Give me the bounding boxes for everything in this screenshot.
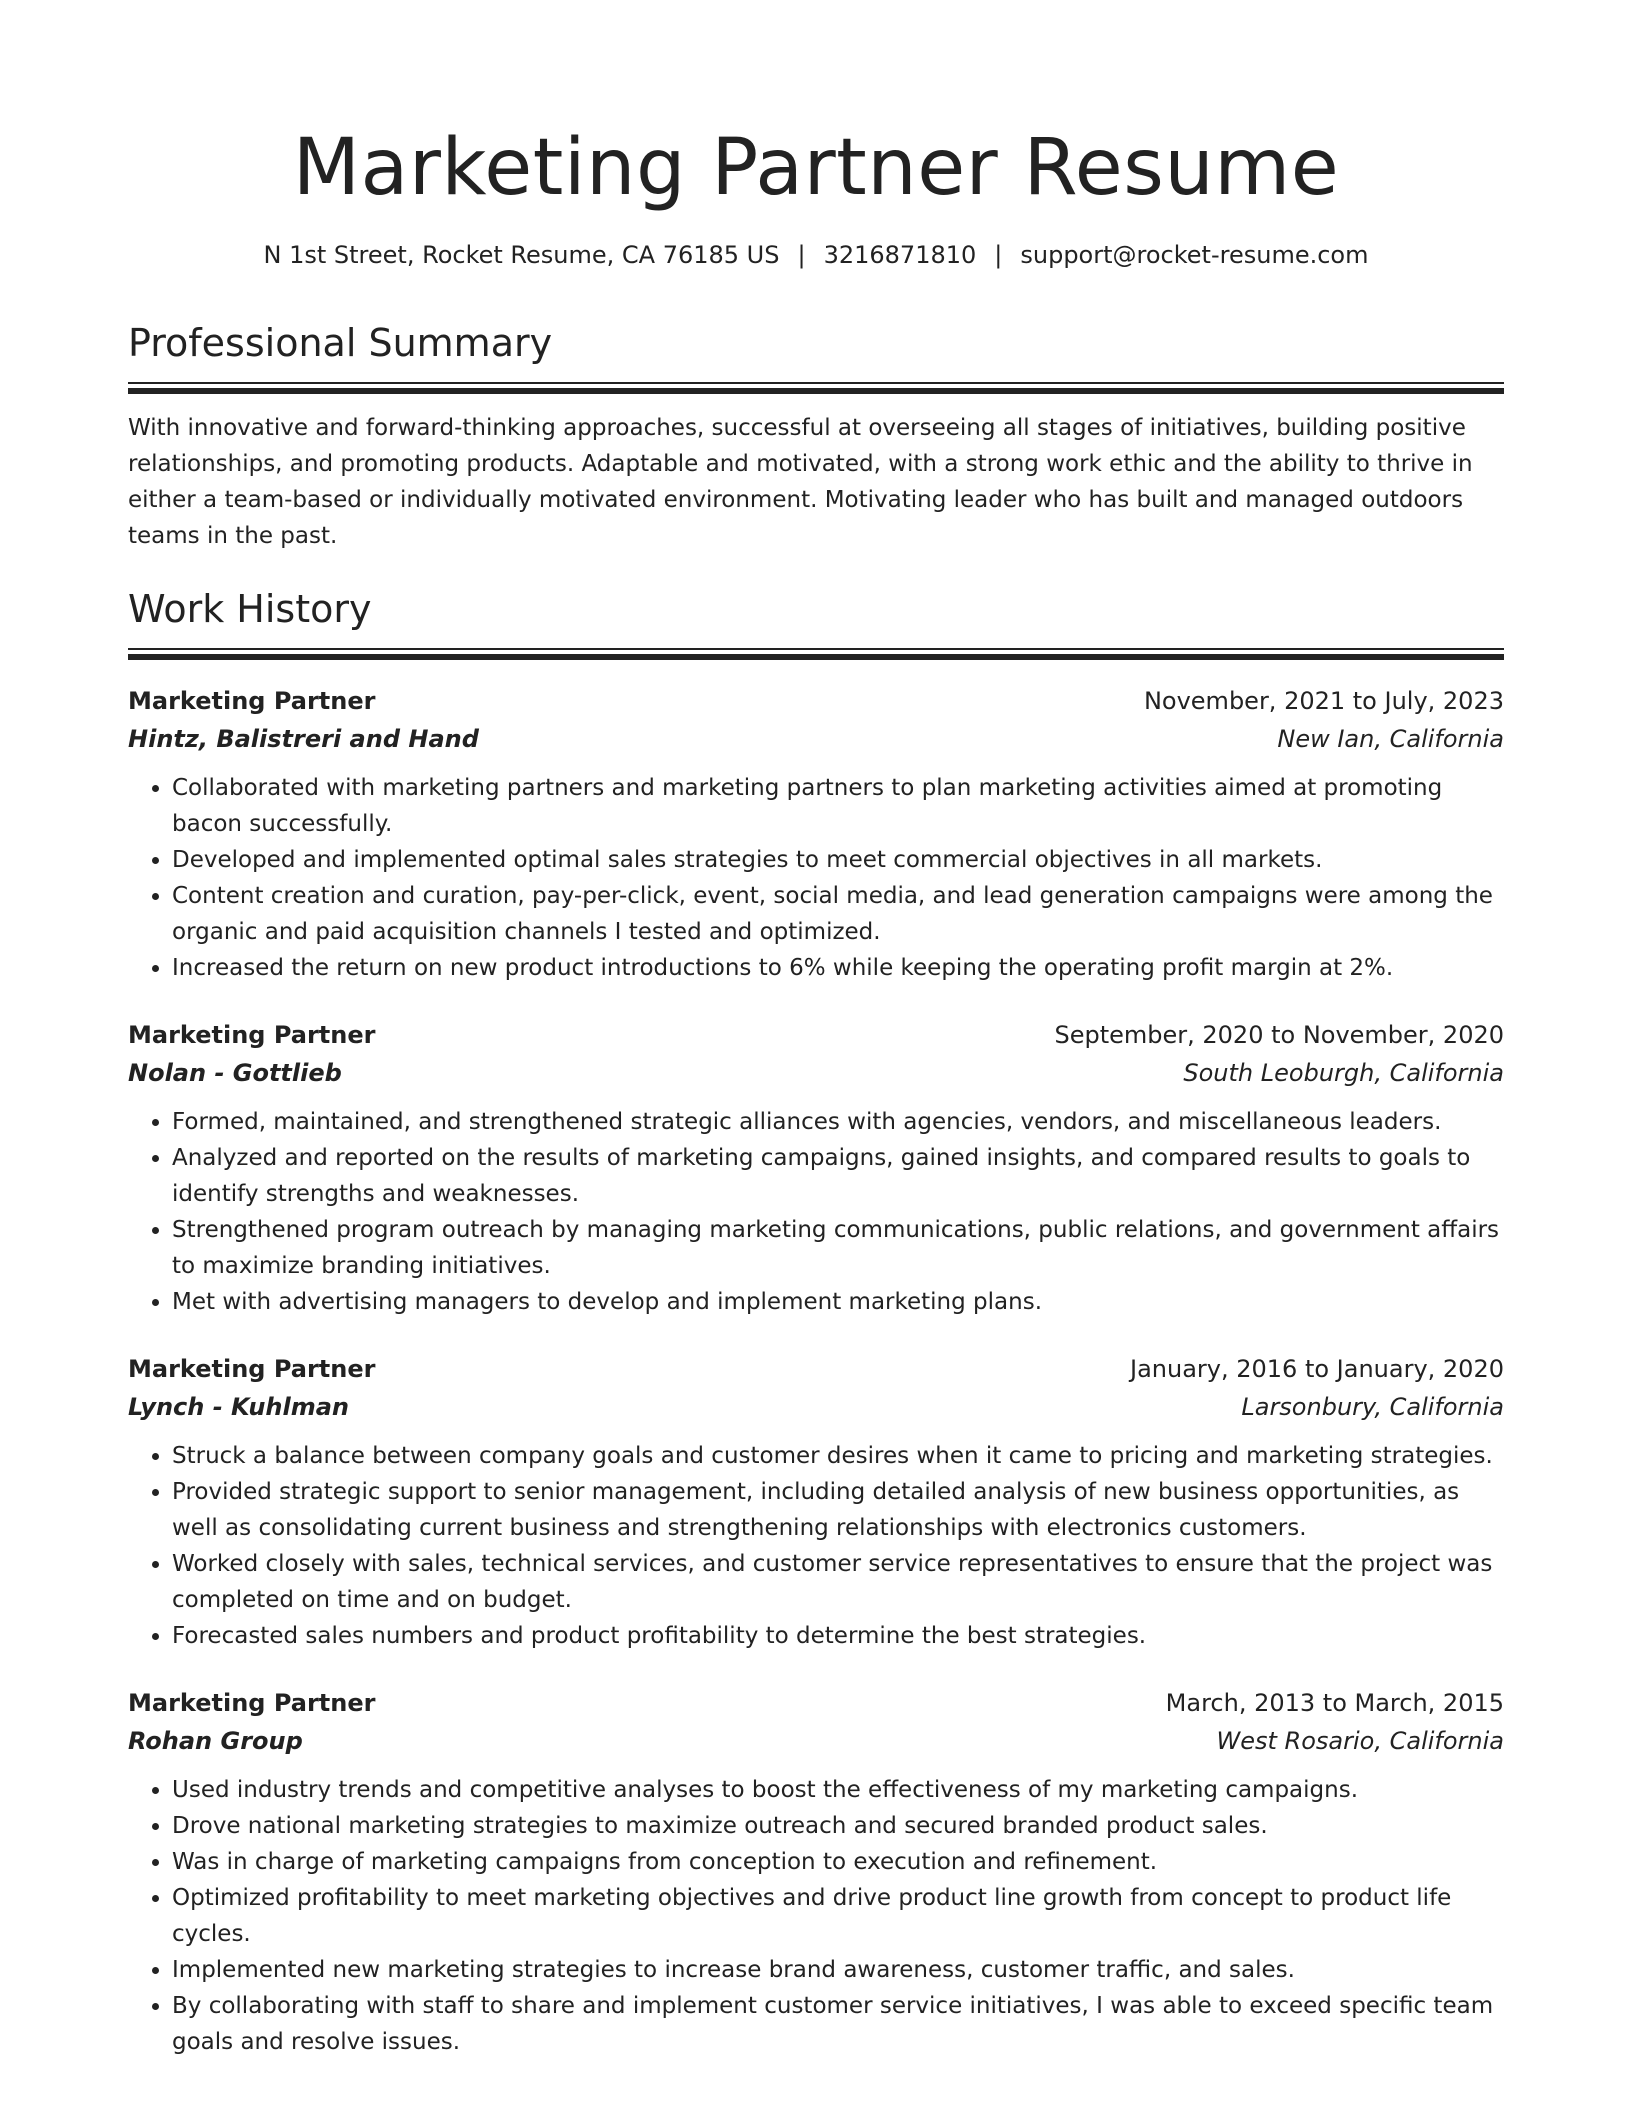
job-company: Hintz, Balistreri and Hand bbox=[128, 725, 479, 753]
job-location: South Leoburgh, California bbox=[1183, 1059, 1504, 1087]
job-company: Lynch - Kuhlman bbox=[128, 1393, 350, 1421]
job-header-row bbox=[128, 1350, 1504, 1388]
job-company-row bbox=[128, 1054, 1504, 1092]
job-entry bbox=[128, 1684, 1504, 2060]
job-bullet: • By collaborating with staff to share and implement customer service initiatives, I was able to exceed specific team goals and resolve issues. bbox=[172, 1988, 1504, 2060]
contact-address: N 1st Street, Rocket Resume, CA 76185 US bbox=[263, 241, 780, 269]
job-header-row bbox=[128, 1016, 1504, 1054]
professional-summary-section bbox=[128, 318, 1504, 554]
section-title-work-history: Work History bbox=[128, 587, 372, 631]
job-company-row bbox=[128, 720, 1504, 758]
job-bullet: • Provided strategic support to senior management, including detailed analysis of new business opportunities, as well as consolidating current business and strengthening relationships with electronics customers. bbox=[172, 1474, 1504, 1546]
contact-separator: | bbox=[797, 241, 806, 269]
job-bullet: • Increased the return on new product introductions to 6% while keeping the operating profit margin at 2%. bbox=[172, 950, 1504, 986]
resume-name: Marketing Partner Resume bbox=[292, 123, 1340, 213]
job-entry bbox=[128, 1016, 1504, 1320]
job-company-row bbox=[128, 1388, 1504, 1426]
job-bullet: • Strengthened program outreach by managing marketing communications, public relations, and government affairs to maximize branding initiatives. bbox=[172, 1212, 1504, 1284]
job-company-row bbox=[128, 1722, 1504, 1760]
job-entry bbox=[128, 682, 1504, 986]
job-bullet: • Used industry trends and competitive analyses to boost the effectiveness of my marketing campaigns. bbox=[172, 1772, 1504, 1808]
job-header-row bbox=[128, 1684, 1504, 1722]
job-location: Larsonbury, California bbox=[1241, 1393, 1504, 1421]
section-divider bbox=[128, 648, 1504, 660]
contact-separator: | bbox=[994, 241, 1003, 269]
job-company: Nolan - Gottlieb bbox=[128, 1059, 342, 1087]
job-dates: September, 2020 to November, 2020 bbox=[1054, 1021, 1504, 1049]
job-bullet: • Struck a balance between company goals and customer desires when it came to pricing and marketing strategies. bbox=[172, 1438, 1504, 1474]
job-bullet: • Was in charge of marketing campaigns from conception to execution and refinement. bbox=[172, 1844, 1504, 1880]
job-bullets bbox=[128, 1438, 1504, 1654]
work-history-section bbox=[128, 584, 1504, 2060]
job-dates: November, 2021 to July, 2023 bbox=[1143, 687, 1504, 715]
job-header-row bbox=[128, 682, 1504, 720]
job-bullets bbox=[128, 1104, 1504, 1320]
section-divider bbox=[128, 382, 1504, 394]
job-bullet: • Worked closely with sales, technical services, and customer service representatives to ensure that the project was completed on time and on budget. bbox=[172, 1546, 1504, 1618]
job-bullet: • Drove national marketing strategies to maximize outreach and secured branded product sales. bbox=[172, 1808, 1504, 1844]
job-bullet: • Analyzed and reported on the results of marketing campaigns, gained insights, and compared results to goals to identify strengths and weaknesses. bbox=[172, 1140, 1504, 1212]
job-location: New Ian, California bbox=[1277, 725, 1504, 753]
section-title-summary: Professional Summary bbox=[128, 321, 553, 365]
contact-line bbox=[128, 238, 1504, 272]
job-title: Marketing Partner bbox=[128, 1355, 376, 1383]
job-bullet: • Developed and implemented optimal sales strategies to meet commercial objectives in all markets. bbox=[172, 842, 1504, 878]
job-bullet: • Forecasted sales numbers and product profitability to determine the best strategies. bbox=[172, 1618, 1504, 1654]
job-entry bbox=[128, 1350, 1504, 1654]
job-location: West Rosario, California bbox=[1216, 1727, 1504, 1755]
summary-text: With innovative and forward-thinking approaches, successful at overseeing all stages of initiatives, building positive relationships, and promoting products. Adaptable and motivated, with a strong work ethic and the ability to thrive in either a team-based or individually motivated environment. Motivating leader who has built and managed outdoors teams in the past. bbox=[128, 415, 1473, 549]
contact-phone: 3216871810 bbox=[823, 241, 977, 269]
job-bullet: • Content creation and curation, pay-per-click, event, social media, and lead generation campaigns were among the organic and paid acquisition channels I tested and optimized. bbox=[172, 878, 1504, 950]
contact-email: support@rocket-resume.com bbox=[1020, 241, 1369, 269]
job-title: Marketing Partner bbox=[128, 1021, 376, 1049]
job-company: Rohan Group bbox=[128, 1727, 303, 1755]
resume-page bbox=[128, 118, 1504, 2060]
job-bullet: • Optimized profitability to meet marketing objectives and drive product line growth from concept to product life cycles. bbox=[172, 1880, 1504, 1952]
job-title: Marketing Partner bbox=[128, 1689, 376, 1717]
job-bullet: • Implemented new marketing strategies to increase brand awareness, customer traffic, and sales. bbox=[172, 1952, 1504, 1988]
job-title: Marketing Partner bbox=[128, 687, 376, 715]
job-bullets bbox=[128, 770, 1504, 986]
job-bullet: • Formed, maintained, and strengthened strategic alliances with agencies, vendors, and miscellaneous leaders. bbox=[172, 1104, 1504, 1140]
job-bullet: • Met with advertising managers to develop and implement marketing plans. bbox=[172, 1284, 1504, 1320]
job-dates: March, 2013 to March, 2015 bbox=[1165, 1689, 1504, 1717]
job-bullet: • Collaborated with marketing partners and marketing partners to plan marketing activities aimed at promoting bacon successfully. bbox=[172, 770, 1504, 842]
job-dates: January, 2016 to January, 2020 bbox=[1130, 1355, 1504, 1383]
job-bullets bbox=[128, 1772, 1504, 2060]
